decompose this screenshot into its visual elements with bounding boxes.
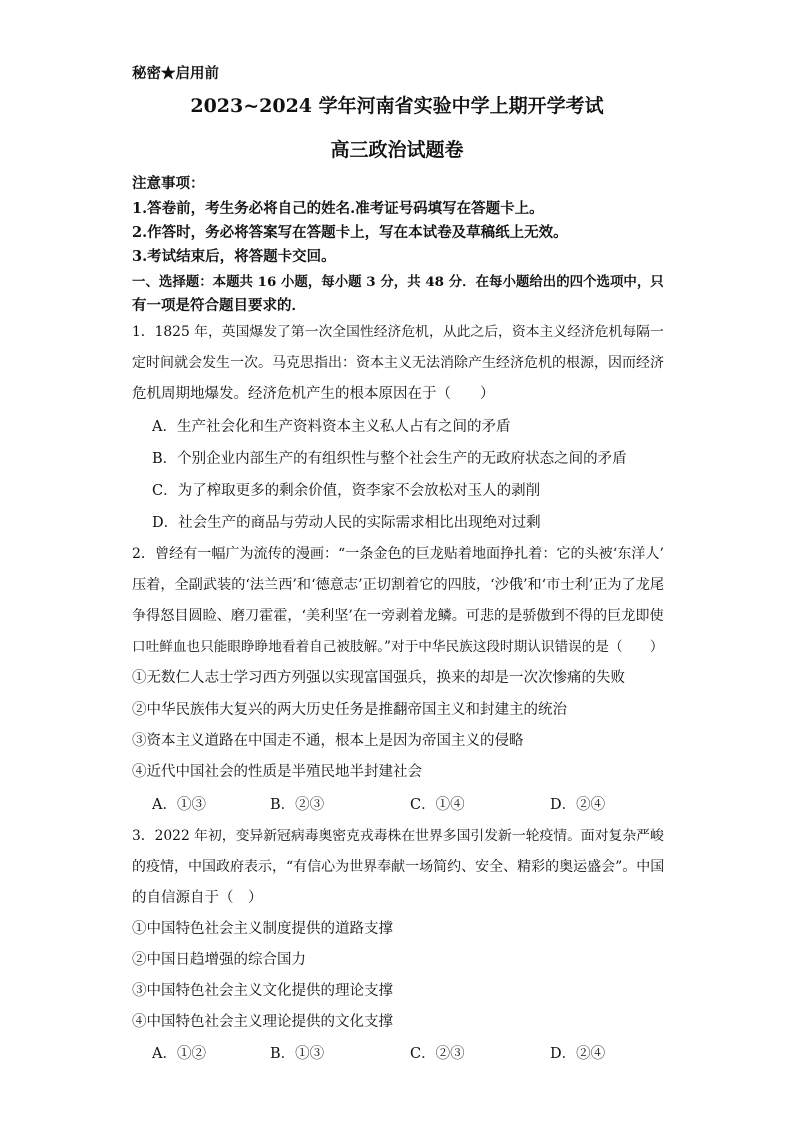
question-3-statement: ④中国特色社会主义理论提供的文化支撑 — [132, 1014, 393, 1030]
notice-item: 2.作答时，务必将答案写在答题卡上，写在本试卷及草稿纸上无效。 — [132, 224, 568, 241]
exam-title: 2023~2024 学年河南省实验中学上期开学考试 — [190, 95, 604, 117]
question-2-statement: ③资本主义道路在中国走不通，根本上是因为帝国主义的侵略 — [132, 733, 524, 749]
section-instructions: 一、选择题：本题共 16 小题，每小题 3 分，共 48 分．在每小题给出的四个选项中，只 — [132, 274, 664, 290]
question-1-stem: 1．1825 年，英国爆发了第一次全国性经济危机，从此之后，资本主义经济危机每隔一 — [132, 324, 664, 340]
question-3-statement: ①中国特色社会主义制度提供的道路支撑 — [132, 921, 393, 937]
question-3-statement: ②中国日趋增强的综合国力 — [132, 952, 306, 968]
question-2-option-c: C．①④ — [410, 797, 465, 813]
question-1-option-b: B．个别企业内部生产的有组织性与整个社会生产的无政府状态之间的矛盾 — [152, 451, 627, 467]
question-2-stem: 争得怒目圆睑、磨刀霍霍，‘美利坚’在一旁剥着龙鳞。可悲的是骄傲到不得的巨龙即使 — [132, 608, 664, 624]
question-2-option-b: B．②③ — [270, 797, 325, 813]
secret-mark: 秘密★启用前 — [132, 65, 219, 82]
question-3-statement: ③中国特色社会主义文化提供的理论支撑 — [132, 983, 393, 999]
question-3-option-d: D．②④ — [550, 1046, 606, 1062]
question-2-stem: 2．曾经有一幅广为流传的漫画：“一条金色的巨龙贴着地面挣扎着：它的头被‘东洋人’ — [132, 546, 664, 562]
exam-subtitle: 高三政治试题卷 — [330, 139, 464, 161]
question-3-option-c: C．②③ — [410, 1046, 465, 1062]
notice-item: 1.答卷前，考生务必将自己的姓名.准考证号码填写在答题卡上。 — [132, 200, 544, 217]
question-3-stem: 的疫情，中国政府表示，“有信心为世界奉献一场简约、安全、精彩的奥运盛会”。中国 — [132, 859, 665, 875]
question-1-option-d: D．社会生产的商品与劳动人民的实际需求相比出现绝对过剩 — [152, 515, 541, 531]
question-3-option-a: A．①② — [152, 1046, 206, 1062]
question-3-stem: 3．2022 年初，变异新冠病毒奥密克戎毒株在世界多国引发新一轮疫情。面对复杂严峻 — [132, 828, 664, 844]
question-2-statement: ①无数仁人志士学习西方列强以实现富国强兵，换来的却是一次次惨痛的失败 — [132, 670, 625, 686]
notice-heading: 注意事项： — [132, 175, 205, 192]
question-2-statement: ④近代中国社会的性质是半殖民地半封建社会 — [132, 764, 422, 780]
question-1-option-c: C．为了榨取更多的剩余价值，资李家不会放松对玉人的剥削 — [152, 483, 541, 499]
notice-item: 3.考试结束后，将答题卡交回。 — [132, 248, 336, 265]
question-3-stem: 的自信源自于（ ） — [132, 890, 263, 906]
question-2-statement: ②中华民族伟大复兴的两大历史任务是推翻帝国主义和封建主的统治 — [132, 702, 567, 718]
question-2-stem: 口吐鲜血也只能眼睁睁地看着自己被肢解。”对于中华民族这段时期认识错误的是（ ） — [132, 639, 664, 655]
question-1-option-a: A．生产社会化和生产资料资本主义私人占有之间的矛盾 — [152, 419, 511, 435]
question-1-stem: 定时间就会发生一次。马克思指出：资本主义无法消除产生经济危机的根源，因而经济 — [132, 355, 664, 371]
question-2-stem: 压着，全副武装的‘法兰西’和‘德意志’正切割着它的四肢，‘沙俄’和‘市士利’正为了龙尾 — [132, 577, 665, 593]
section-instructions: 有一项是符合题目要求的． — [132, 297, 306, 314]
question-2-option-a: A．①③ — [152, 797, 206, 813]
question-1-stem: 危机周期地爆发。经济危机产生的根本原因在于（ ） — [132, 386, 495, 402]
question-2-option-d: D．②④ — [550, 797, 606, 813]
question-3-option-b: B．①③ — [270, 1046, 325, 1062]
